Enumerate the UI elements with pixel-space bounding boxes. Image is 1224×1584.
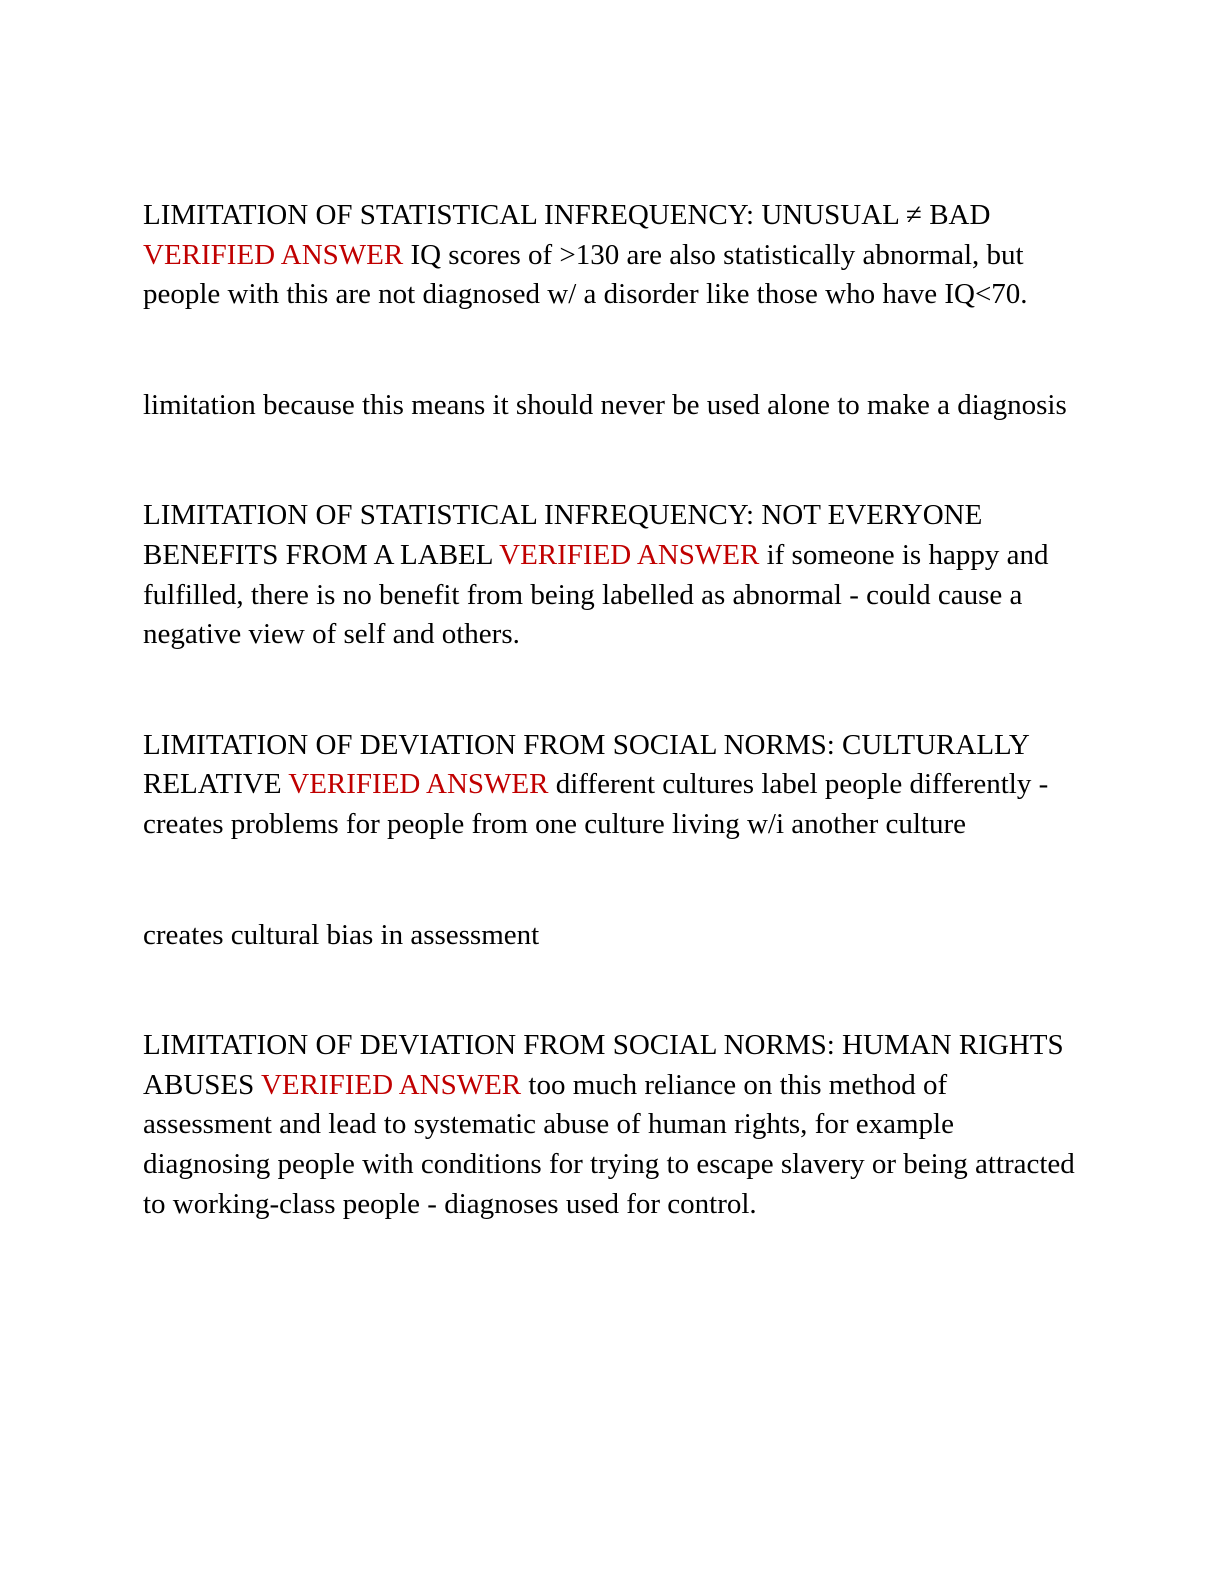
verified-answer-label: VERIFIED ANSWER <box>260 1068 522 1101</box>
verified-answer-label: VERIFIED ANSWER <box>288 768 549 801</box>
note-block <box>143 916 1083 956</box>
term-text: LIMITATION OF STATISTICAL INFREQUENCY: UNUSUAL ≠ BAD <box>143 199 991 231</box>
paragraph-spacer <box>143 845 1083 916</box>
note-text: limitation because this means it should never be used alone to make a diagnosis <box>143 388 1067 421</box>
answer-text: if someone is happy and fulfilled, there is no benefit from being labelled as abnormal - could cause a negative view of self and others. <box>143 538 1049 651</box>
note-text: creates cultural bias in assessment <box>143 918 540 951</box>
verified-answer-label: VERIFIED ANSWER <box>499 538 760 571</box>
term-text: LIMITATION OF DEVIATION FROM SOCIAL NORMS: CULTURALLY RELATIVE <box>143 728 1029 801</box>
flashcard-block <box>143 726 1083 845</box>
term-text: LIMITATION OF DEVIATION FROM SOCIAL NORMS: HUMAN RIGHTS ABUSES <box>143 1029 1064 1101</box>
answer-text: different cultures label people differently - creates problems for people from one culture living w/i another culture <box>143 768 1049 840</box>
document-page <box>143 196 1083 1224</box>
flashcard-block <box>143 196 1083 315</box>
flashcard-block <box>143 1026 1083 1224</box>
paragraph-spacer <box>143 955 1083 1026</box>
answer-text: IQ scores of >130 are also statistically abnormal, but people with this are not diagnosed w/ a disorder like those who have IQ<70. <box>143 238 1028 311</box>
term-text: LIMITATION OF STATISTICAL INFREQUENCY: NOT EVERYONE BENEFITS FROM A LABEL <box>143 499 983 571</box>
flashcard-block <box>143 496 1083 654</box>
answer-text: too much reliance on this method of assessment and lead to systematic abuse of human rights, for example diagnosing people with conditions for trying to escape slavery or being attracted to working-class people - diagnoses used for control. <box>143 1068 1075 1220</box>
paragraph-spacer <box>143 655 1083 726</box>
paragraph-spacer <box>143 315 1083 386</box>
paragraph-spacer <box>143 425 1083 496</box>
note-block <box>143 386 1083 426</box>
verified-answer-label: VERIFIED ANSWER <box>143 238 404 271</box>
